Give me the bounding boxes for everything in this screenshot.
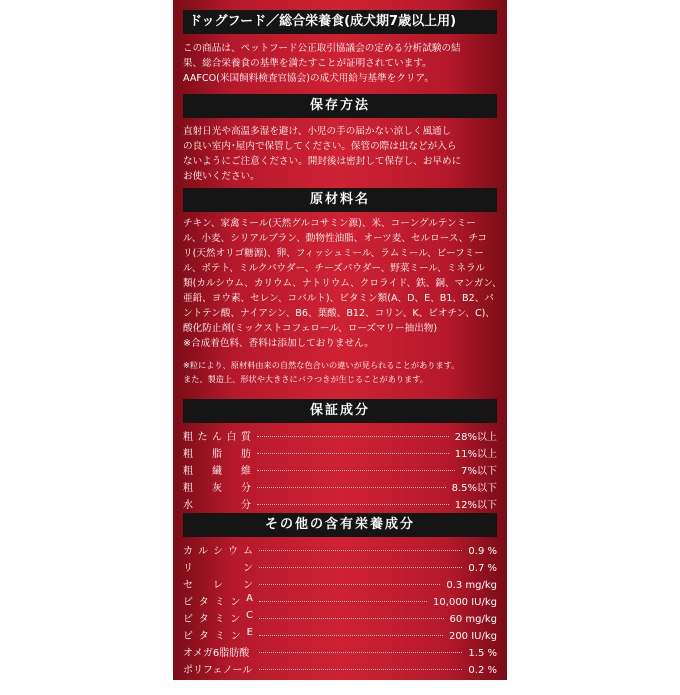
leader-dots: [259, 686, 446, 687]
leader-dots: [257, 470, 455, 471]
leader-dots: [259, 550, 462, 551]
label-char: 粗: [183, 432, 193, 443]
row-value: 7%以下: [461, 466, 497, 477]
ingredients-line: リ(天然オリゴ糖源)、卵、フィッシュミール、ラムミール、ビーフミー: [183, 248, 484, 259]
storage-line: ないようにご注意ください。開封後は密封して保存し、お早めに: [183, 156, 462, 167]
storage-heading: [183, 94, 497, 118]
label-char: E: [246, 627, 253, 638]
ingredients-line: ル、小麦、シリアルブラン、動物性油脂、オーツ麦、セルロース、チコ: [183, 233, 488, 244]
label-char: 水: [183, 500, 193, 511]
label-char: 脂: [212, 449, 222, 460]
product-info-panel: [173, 0, 507, 693]
table-row: [183, 661, 497, 678]
guaranteed-title: 保証成分: [309, 403, 370, 418]
row-label: [183, 445, 251, 460]
row-value: 10,000 IU/kg: [433, 597, 497, 608]
row-value: 28%以上: [454, 432, 497, 443]
row-label: [183, 627, 253, 642]
label-char: ミ: [214, 614, 225, 625]
row-label: グルコサミン: [183, 682, 243, 693]
ingredients-text: [183, 216, 502, 351]
label-char: 質: [241, 432, 251, 443]
product-title: ドッグフード／総合栄養食(成犬期7歳以上用): [189, 14, 457, 29]
leader-dots: [257, 504, 449, 505]
table-row: [183, 576, 497, 593]
table-row: [183, 678, 497, 695]
row-value: 12%以下: [454, 500, 497, 511]
other-nutrients-heading: [183, 513, 497, 537]
note-line: ※粒により、原材料由来の自然な色合いの違いが見られることがあります。: [183, 360, 460, 370]
label-char: ミ: [214, 597, 225, 608]
row-value: 60 mg/kg: [449, 614, 497, 625]
table-row: [183, 428, 497, 445]
label-char: ン: [230, 631, 241, 642]
label-char: シ: [213, 546, 223, 557]
label-char: 分: [241, 500, 251, 511]
table-row: [183, 445, 497, 462]
storage-line: の良い室内･屋内で保管してください。保管の際は虫などが入ら: [183, 141, 457, 152]
label-char: リ: [183, 563, 193, 574]
table-row: [183, 644, 497, 661]
leader-dots: [257, 436, 449, 437]
label-char: レ: [213, 580, 223, 591]
label-char: 白: [226, 432, 237, 443]
ingredients-line: チキン、家禽ミール(天然グルコサミン源)、米、コーングルテンミー: [183, 218, 476, 229]
label-char: ビ: [183, 597, 193, 608]
label-char: ビ: [183, 631, 193, 642]
ingredients-line: 亜鉛、ヨウ素、セレン、コバルト)、ビタミン類(A、D、E、B1、B2、パ: [183, 293, 494, 304]
ingredients-line: 類(カルシウム、カリウム、ナトリウム、クロライド、鉄、銅、マンガン、: [183, 278, 502, 289]
row-label: [183, 428, 251, 443]
leader-dots: [259, 618, 444, 619]
label-char: ン: [230, 597, 241, 608]
row-value: 200 IU/kg: [448, 631, 497, 642]
storage-text: [183, 124, 497, 184]
label-char: タ: [198, 614, 209, 625]
other-nutrients-title: その他の含有栄養成分: [264, 517, 415, 532]
row-label: [183, 462, 251, 477]
leader-dots: [259, 652, 462, 653]
leader-dots: [259, 601, 427, 602]
row-label: [183, 593, 253, 608]
row-label: オメガ6脂肪酸: [183, 648, 250, 659]
label-char: 維: [241, 466, 251, 477]
leader-dots: [257, 487, 446, 488]
intro-line: 果、総合栄養食の基準を満たすことが証明されています。: [183, 58, 432, 69]
label-char: 粗: [183, 466, 193, 477]
row-value: 350 ppm: [452, 682, 497, 693]
other-nutrients-table: [183, 542, 497, 695]
storage-line: お使いください。: [183, 171, 260, 182]
ingredients-line: 酸化防止剤(ミックストコフェロール、ローズマリー抽出物): [183, 323, 438, 334]
label-char: ン: [243, 563, 253, 574]
ingredients-title: 原材料名: [309, 192, 370, 207]
table-row: [183, 610, 497, 627]
row-value: 1.5 %: [468, 648, 497, 659]
table-row: [183, 559, 497, 576]
label-char: 分: [241, 483, 251, 494]
label-char: タ: [198, 597, 209, 608]
label-char: カ: [183, 546, 193, 557]
storage-line: 直射日光や高温多湿を避け、小児の手の届かない涼しく風通し: [183, 126, 452, 137]
intro-line: AAFCO(米国飼料検査官協会)の成犬用給与基準をクリア。: [183, 73, 434, 84]
label-char: タ: [198, 631, 209, 642]
label-char: 灰: [212, 483, 222, 494]
leader-dots: [259, 635, 443, 636]
row-label: [183, 559, 253, 574]
table-row: [183, 462, 497, 479]
ingredients-line: ル、ポテト、ミルクパウダー、チーズパウダー、野菜ミール、ミネラル: [183, 263, 485, 274]
row-value: 0.3 mg/kg: [446, 580, 497, 591]
ingredients-line: ントテン酸、ナイアシン、B6、葉酸、B12、コリン、K、ビオチン、C)、: [183, 308, 495, 319]
label-char: ン: [243, 580, 253, 591]
row-value: 0.2 %: [468, 665, 497, 676]
row-label: [183, 479, 251, 494]
product-title-bar: [183, 10, 497, 34]
row-label: [183, 610, 253, 625]
row-value: 0.7 %: [468, 563, 497, 574]
storage-title: 保存方法: [309, 98, 370, 113]
label-char: 繊: [212, 466, 222, 477]
note-line: また、製造上、形状や大きさにバラつきが生じることがあります。: [183, 374, 428, 384]
intro-line: この商品は、ペットフード公正取引協議会の定める分析試験の結: [183, 43, 461, 54]
label-char: A: [246, 593, 253, 604]
label-char: C: [246, 610, 253, 621]
leader-dots: [259, 567, 462, 568]
guaranteed-table: [183, 428, 497, 513]
label-char: セ: [183, 580, 193, 591]
label-char: 粗: [183, 449, 193, 460]
label-char: ル: [198, 546, 208, 557]
label-char: ム: [243, 546, 253, 557]
row-label: ポリフェノール: [183, 665, 253, 676]
row-label: [183, 542, 253, 557]
ingredients-line: ※合成着色料、香料は添加しておりません。: [183, 338, 374, 349]
ingredients-heading: [183, 188, 497, 212]
row-value: 8.5%以下: [451, 483, 497, 494]
guaranteed-heading: [183, 399, 497, 423]
leader-dots: [259, 584, 440, 585]
label-char: ン: [230, 614, 241, 625]
label-char: ウ: [228, 546, 238, 557]
row-label: [183, 496, 251, 511]
table-row: [183, 627, 497, 644]
row-value: 11%以上: [454, 449, 497, 460]
intro-text: [183, 41, 497, 86]
table-row: [183, 479, 497, 496]
table-row: [183, 593, 497, 610]
table-row: [183, 542, 497, 559]
leader-dots: [257, 453, 449, 454]
leader-dots: [259, 669, 462, 670]
label-char: ビ: [183, 614, 193, 625]
appearance-note: [183, 358, 497, 386]
label-char: ん: [212, 432, 222, 443]
table-row: [183, 496, 497, 513]
label-char: 粗: [183, 483, 193, 494]
label-char: ミ: [214, 631, 225, 642]
label-char: た: [197, 432, 208, 443]
row-label: [183, 576, 253, 591]
label-char: 肪: [241, 449, 251, 460]
row-value: 0.9 %: [468, 546, 497, 557]
